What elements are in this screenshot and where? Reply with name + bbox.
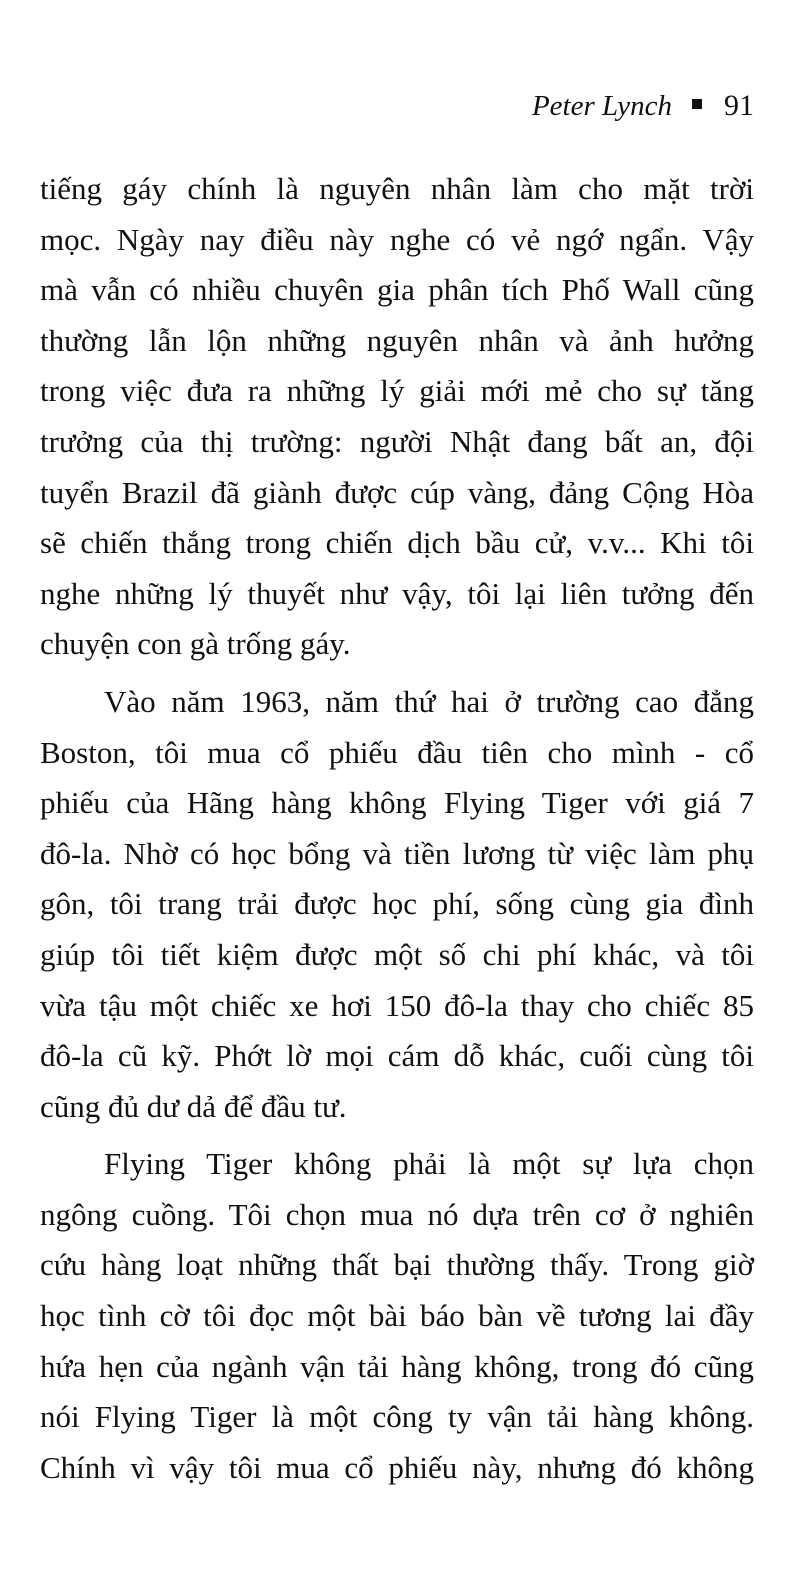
text-line: hứa hẹn của ngành vận tải hàng không, trong đó cũng	[40, 1348, 754, 1384]
square-bullet-icon	[692, 99, 702, 109]
text-line: phiếu của Hãng hàng không Flying Tiger với giá 7	[40, 785, 754, 821]
paragraph-3	[40, 1139, 754, 1493]
text-line: Boston, tôi mua cổ phiếu đầu tiên cho mình - cổ	[40, 734, 754, 770]
text-line: tuyển Brazil đã giành được cúp vàng, đảng Cộng Hòa	[40, 474, 754, 510]
text-line: mọc. Ngày nay điều này nghe có vẻ ngớ ngẩn. Vậy	[40, 221, 754, 257]
text-line: chuyện con gà trống gáy.	[40, 626, 351, 662]
text-line: học tình cờ tôi đọc một bài báo bàn về tương lai đầy	[40, 1298, 754, 1334]
text-line: Flying Tiger không phải là một sự lựa chọn	[104, 1146, 754, 1182]
text-line: đô-la cũ kỹ. Phớt lờ mọi cám dỗ khác, cuối cùng tôi	[40, 1038, 754, 1074]
text-line: vừa tậu một chiếc xe hơi 150 đô-la thay cho chiếc 85	[40, 987, 754, 1023]
text-line: trong việc đưa ra những lý giải mới mẻ cho sự tăng	[40, 373, 754, 409]
text-line: giúp tôi tiết kiệm được một số chi phí khác, và tôi	[40, 936, 754, 972]
text-line: đô-la. Nhờ có học bổng và tiền lương từ việc làm phụ	[40, 835, 754, 871]
text-line: trưởng của thị trường: người Nhật đang bất an, đội	[40, 423, 754, 459]
text-line: cũng đủ dư dả để đầu tư.	[40, 1088, 347, 1124]
paragraph-1	[40, 164, 754, 670]
running-head-author: Peter Lynch	[531, 89, 672, 122]
text-line: cứu hàng loạt những thất bại thường thấy. Trong giờ	[40, 1247, 754, 1283]
page-number: 91	[724, 89, 754, 122]
paragraph-2	[40, 677, 754, 1132]
text-line: gôn, tôi trang trải được học phí, sống cùng gia đình	[40, 886, 754, 922]
text-line: nói Flying Tiger là một công ty vận tải hàng không.	[40, 1399, 754, 1435]
text-line: nghe những lý thuyết như vậy, tôi lại liên tưởng đến	[40, 575, 754, 611]
text-line: Chính vì vậy tôi mua cổ phiếu này, nhưng đó không	[40, 1449, 754, 1485]
text-line: sẽ chiến thắng trong chiến dịch bầu cử, v.v... Khi tôi	[40, 525, 754, 561]
text-line: ngông cuồng. Tôi chọn mua nó dựa trên cơ ở nghiên	[40, 1196, 754, 1232]
text-line: tiếng gáy chính là nguyên nhân làm cho mặt trời	[40, 171, 754, 206]
text-line: thường lẫn lộn những nguyên nhân và ảnh hưởng	[40, 322, 754, 358]
text-line: mà vẫn có nhiều chuyên gia phân tích Phố Wall cũng	[40, 272, 754, 308]
text-line: Vào năm 1963, năm thứ hai ở trường cao đẳng	[104, 683, 754, 719]
running-head	[532, 86, 754, 126]
body-text	[40, 164, 754, 1493]
